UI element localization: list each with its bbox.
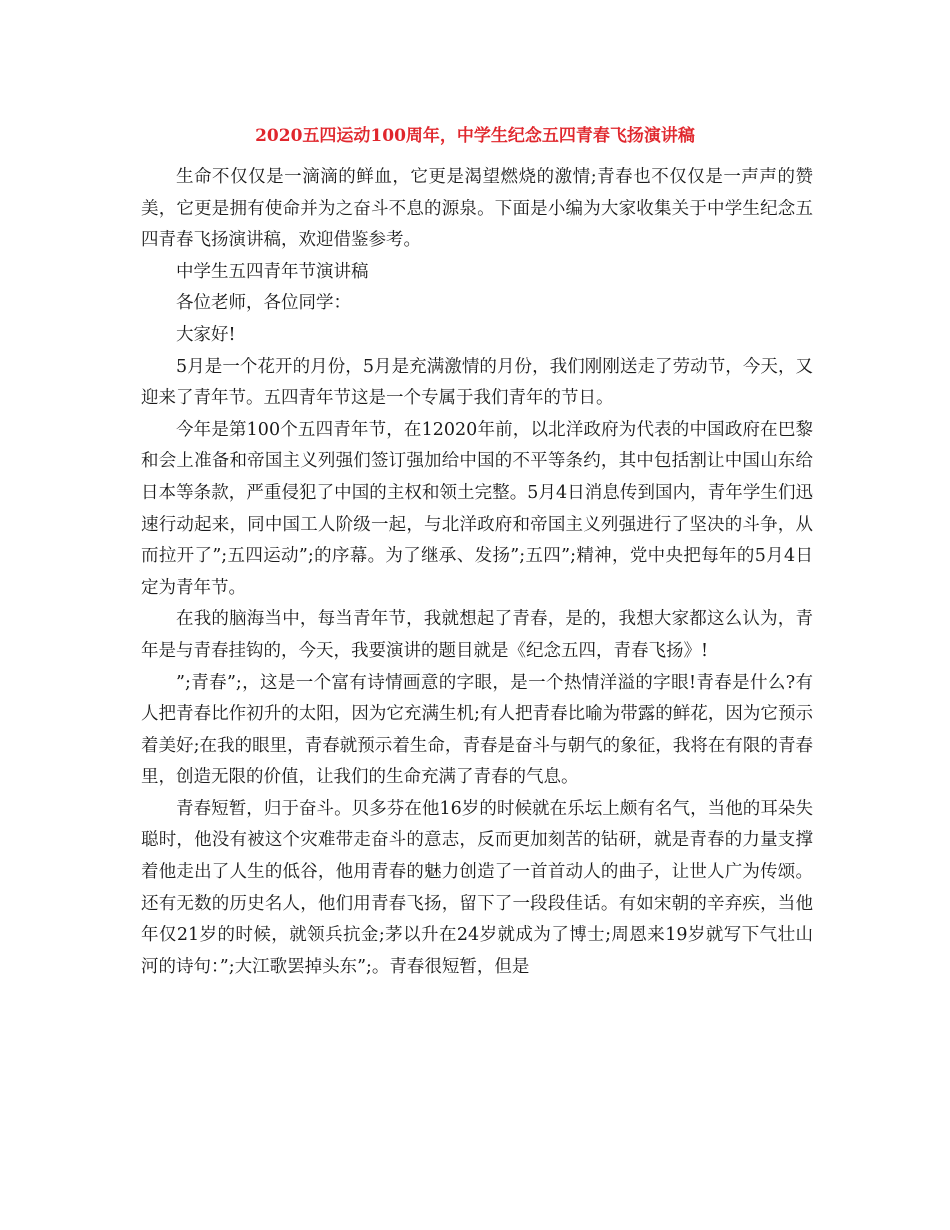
paragraph-struggle: 青春短暂，归于奋斗。贝多芬在他16岁的时候就在乐坛上颇有名气，当他的耳朵失聪时，他没有被这个灾难带走奋斗的意志，反而更加刻苦的钻研，就是青春的力量支撑着他走出了人生的低谷，他用青春的魅力创造了一首首动人的曲子，让世人广为传颂。还有无数的历史名人，他们用青春飞扬，留下了一段段佳话。有如宋朝的辛弃疾，当他年仅21岁的时候，就领兵抗金;茅以升在24岁就成为了博士;周恩来19岁就写下气壮山河的诗句：”;大江歌罢掉头东”;。青春很短暂，但是 bbox=[141, 798, 813, 977]
paragraph-topic: 在我的脑海当中，每当青年节，我就想起了青春，是的，我想大家都这么认为，青年是与青春挂钩的，今天，我要演讲的题目就是《纪念五四，青春飞扬》! bbox=[141, 609, 813, 661]
paragraph-may: 5月是一个花开的月份，5月是充满激情的月份，我们刚刚送走了劳动节，今天，又迎来了青年节。五四青年节这是一个专属于我们青年的节日。 bbox=[141, 356, 813, 409]
paragraph-intro: 生命不仅仅是一滴滴的鲜血，它更是渴望燃烧的激情;青春也不仅仅是一声声的赞美，它更是拥有使命并为之奋斗不息的源泉。下面是小编为大家收集关于中学生纪念五四青春飞扬演讲稿，欢迎借鉴参考。 bbox=[141, 167, 813, 251]
paragraph-greeting: 大家好! bbox=[176, 324, 236, 345]
paragraph-history: 今年是第100个五四青年节，在12020年前，以北洋政府为代表的中国政府在巴黎和会上准备和帝国主义列强们签订强加给中国的不平等条约，其中包括割让中国山东给日本等条款，严重侵犯了中国的主权和领土完整。5月4日消息传到国内，青年学生们迅速行动起来，同中国工人阶级一起，与北洋政府和帝国主义列强进行了坚决的斗争，从而拉开了”;五四运动”;的序幕。为了继承、发扬”;五四”;精神，党中央把每年的5月4日定为青年节。 bbox=[141, 419, 813, 598]
paragraph-speech-heading: 中学生五四青年节演讲稿 bbox=[176, 261, 369, 282]
document-body bbox=[141, 162, 813, 983]
paragraph-salutation: 各位老师，各位同学： bbox=[176, 293, 351, 314]
document-title: 2020五四运动100周年，中学生纪念五四青春飞扬演讲稿 bbox=[255, 126, 695, 146]
paragraph-youth: ”;青春”;，这是一个富有诗情画意的字眼，是一个热情洋溢的字眼!青春是什么?有人把青春比作初升的太阳，因为它充满生机;有人把青春比喻为带露的鲜花，因为它预示着美好;在我的眼里，青春就预示着生命，青春是奋斗与朝气的象征，我将在有限的青春里，创造无限的价值，让我们的生命充满了青春的气息。 bbox=[141, 672, 813, 788]
